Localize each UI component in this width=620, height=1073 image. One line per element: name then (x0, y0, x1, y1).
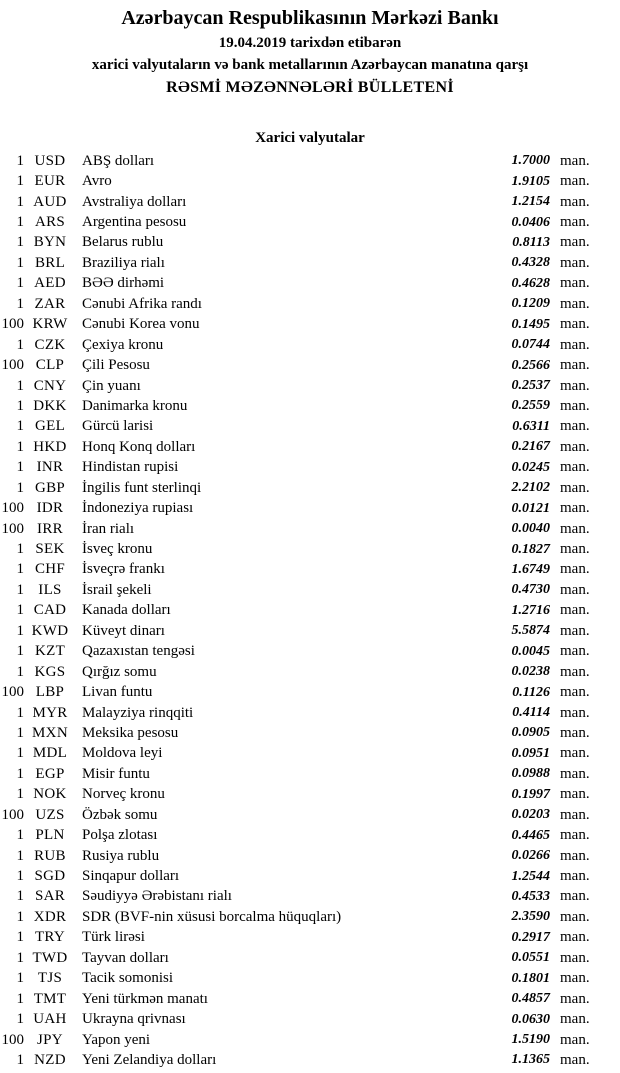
table-row (0, 192, 620, 212)
currency-code: ZAR (34, 295, 66, 312)
rate-value: 1.2544 (511, 868, 550, 884)
currency-name: Avstraliya dolları (82, 193, 187, 210)
table-row (0, 274, 620, 294)
currency-code: KRW (32, 316, 68, 333)
currency-code: RUB (34, 847, 66, 864)
quantity: 100 (1, 316, 24, 333)
quantity: 1 (16, 275, 24, 292)
currency-code: IDR (36, 500, 64, 517)
currency-code: BRL (34, 254, 66, 271)
currency-code: AUD (33, 193, 67, 210)
unit-label: man. (560, 643, 590, 660)
unit-label: man. (560, 316, 590, 333)
table-row (0, 621, 620, 641)
currency-code: HKD (33, 438, 67, 455)
table-row (0, 355, 620, 375)
table-row (0, 519, 620, 539)
rate-value: 0.2566 (511, 357, 550, 373)
unit-label: man. (560, 152, 590, 169)
currency-code: ARS (34, 214, 66, 231)
currency-code: LBP (35, 684, 65, 701)
table-row (0, 376, 620, 396)
rate-value: 0.2559 (511, 398, 550, 414)
table-row (0, 335, 620, 355)
rate-value: 0.4628 (511, 275, 550, 291)
currency-name: Çili Pesosu (82, 357, 150, 374)
rate-value: 1.7000 (511, 153, 550, 169)
unit-label: man. (560, 602, 590, 619)
currency-name: İsveç kronu (82, 541, 153, 558)
currency-code: MDL (32, 745, 68, 762)
rate-value: 0.0630 (511, 1011, 550, 1027)
table-row (0, 744, 620, 764)
unit-label: man. (560, 459, 590, 476)
currency-name: Səudiyyə Ərəbistanı rialı (82, 888, 232, 905)
table-row (0, 989, 620, 1009)
unit-label: man. (560, 357, 590, 374)
currency-code: SAR (34, 888, 66, 905)
currency-name: Qırğız somu (82, 663, 157, 680)
rate-value: 0.4533 (511, 888, 550, 904)
unit-label: man. (560, 377, 590, 394)
currency-code: NOK (33, 786, 67, 803)
quantity: 1 (16, 827, 24, 844)
table-row (0, 294, 620, 314)
rate-value: 1.2716 (511, 602, 550, 618)
quantity: 100 (1, 684, 24, 701)
unit-label: man. (560, 868, 590, 885)
unit-label: man. (560, 275, 590, 292)
rate-value: 0.6311 (512, 418, 550, 434)
currency-code: CAD (33, 602, 67, 619)
currency-code: SEK (35, 541, 65, 558)
rate-value: 0.2917 (511, 929, 550, 945)
quantity: 1 (16, 847, 24, 864)
rate-value: 0.1126 (512, 684, 550, 700)
table-row (0, 601, 620, 621)
quantity: 1 (16, 152, 24, 169)
quantity: 1 (16, 622, 24, 639)
quantity: 1 (16, 765, 24, 782)
currency-name: Danimarka kronu (82, 397, 188, 414)
unit-label: man. (560, 622, 590, 639)
table-row (0, 580, 620, 600)
quantity: 1 (16, 561, 24, 578)
currency-code: CHF (34, 561, 66, 578)
table-row (0, 417, 620, 437)
currency-name: İndoneziya rupiası (82, 500, 194, 517)
unit-label: man. (560, 949, 590, 966)
unit-label: man. (560, 438, 590, 455)
quantity: 1 (16, 377, 24, 394)
quantity: 1 (16, 581, 24, 598)
table-row (0, 682, 620, 702)
currency-code: USD (34, 152, 66, 169)
rate-value: 0.0951 (511, 745, 550, 761)
quantity: 1 (16, 990, 24, 1007)
rate-value: 0.1997 (511, 786, 550, 802)
currency-code: ILS (38, 581, 62, 598)
currency-code: EGP (35, 765, 65, 782)
table-row (0, 539, 620, 559)
currency-name: Özbək somu (82, 806, 158, 823)
quantity: 1 (16, 643, 24, 660)
currency-code: XDR (33, 908, 67, 925)
table-row (0, 315, 620, 335)
quantity: 100 (1, 500, 24, 517)
currency-name: Cənubi Korea vonu (82, 316, 200, 333)
currency-name: Kanada dolları (82, 602, 171, 619)
unit-label: man. (560, 336, 590, 353)
currency-code: UAH (33, 1011, 67, 1028)
quantity: 1 (16, 888, 24, 905)
currency-name: Qazaxıstan tengəsi (82, 643, 195, 660)
rate-value: 0.4857 (511, 991, 550, 1007)
quantity: 1 (16, 295, 24, 312)
rate-value: 0.0040 (511, 521, 550, 537)
rate-value: 2.2102 (511, 480, 550, 496)
currency-name: Cənubi Afrika randı (82, 295, 202, 312)
table-row (0, 703, 620, 723)
currency-name: Braziliya rialı (82, 254, 165, 271)
currency-code: TRY (34, 929, 66, 946)
currency-code: INR (36, 459, 64, 476)
table-row (0, 642, 620, 662)
bulletin-title: RƏSMİ MƏZƏNNƏLƏRİ BÜLLETENİ (166, 79, 454, 96)
currency-name: Yeni türkmən manatı (82, 990, 208, 1007)
rate-value: 0.0045 (511, 643, 550, 659)
currency-name: Norveç kronu (82, 786, 165, 803)
table-row (0, 560, 620, 580)
quantity: 1 (16, 418, 24, 435)
currency-code: EUR (34, 173, 66, 190)
unit-label: man. (560, 745, 590, 762)
currency-code: TMT (33, 990, 67, 1007)
table-row (0, 723, 620, 743)
quantity: 1 (16, 786, 24, 803)
currency-code: JPY (37, 1031, 63, 1048)
quantity: 1 (16, 438, 24, 455)
table-row (0, 1009, 620, 1029)
table-row (0, 151, 620, 171)
unit-label: man. (560, 520, 590, 537)
quantity: 1 (16, 459, 24, 476)
currency-code: CNY (33, 377, 67, 394)
currency-name: Çexiya kronu (82, 336, 164, 353)
table-row (0, 887, 620, 907)
currency-code: KZT (34, 643, 66, 660)
currency-name: İran rialı (82, 520, 135, 537)
unit-label: man. (560, 561, 590, 578)
currency-code: TWD (32, 949, 68, 966)
currency-name: Polşa zlotası (82, 827, 158, 844)
rate-value: 0.1801 (511, 970, 550, 986)
currency-code: MXN (32, 724, 68, 741)
quantity: 100 (1, 806, 24, 823)
currency-name: Tacik somonisi (82, 970, 174, 987)
rate-value: 0.4465 (511, 827, 550, 843)
unit-label: man. (560, 295, 590, 312)
rate-value: 1.5190 (511, 1032, 550, 1048)
quantity: 1 (16, 336, 24, 353)
quantity: 1 (16, 724, 24, 741)
table-row (0, 907, 620, 927)
quantity: 100 (1, 1031, 24, 1048)
quantity: 1 (16, 663, 24, 680)
unit-label: man. (560, 1031, 590, 1048)
unit-label: man. (560, 888, 590, 905)
unit-label: man. (560, 827, 590, 844)
currency-code: TJS (37, 970, 63, 987)
rate-value: 0.8113 (512, 234, 550, 250)
currency-name: Sinqapur dolları (82, 868, 180, 885)
quantity: 1 (16, 479, 24, 496)
currency-code: DKK (33, 397, 67, 414)
quantity: 100 (1, 357, 24, 374)
effective-date-line: 19.04.2019 tarixdən etibarən (218, 35, 402, 51)
table-row (0, 805, 620, 825)
table-row (0, 928, 620, 948)
rates-table (0, 151, 620, 1071)
rate-value: 0.0121 (511, 500, 550, 516)
quantity: 1 (16, 929, 24, 946)
quantity: 1 (16, 908, 24, 925)
unit-label: man. (560, 765, 590, 782)
unit-label: man. (560, 479, 590, 496)
unit-label: man. (560, 193, 590, 210)
unit-label: man. (560, 254, 590, 271)
currency-name: Meksika pesosu (82, 724, 179, 741)
quantity: 1 (16, 193, 24, 210)
rate-value: 0.4328 (511, 255, 550, 271)
currency-name: Belarus rublu (82, 234, 164, 251)
rate-value: 1.1365 (511, 1052, 550, 1068)
table-row (0, 846, 620, 866)
section-title-foreign-currencies: Xarici valyutalar (255, 130, 365, 146)
table-row (0, 253, 620, 273)
unit-label: man. (560, 929, 590, 946)
currency-name: Yapon yeni (82, 1031, 151, 1048)
currency-code: CLP (35, 357, 65, 374)
rate-value: 1.6749 (511, 561, 550, 577)
unit-label: man. (560, 847, 590, 864)
unit-label: man. (560, 1051, 590, 1068)
quantity: 1 (16, 234, 24, 251)
currency-name: Malayziya rinqqiti (82, 704, 194, 721)
table-row (0, 437, 620, 457)
unit-label: man. (560, 663, 590, 680)
rate-value: 0.0744 (511, 337, 550, 353)
currency-name: İsrail şekeli (82, 581, 152, 598)
document-header (0, 0, 620, 98)
unit-label: man. (560, 908, 590, 925)
unit-label: man. (560, 541, 590, 558)
unit-label: man. (560, 418, 590, 435)
unit-label: man. (560, 500, 590, 517)
currency-name: BƏƏ dirhəmi (82, 275, 165, 292)
unit-label: man. (560, 397, 590, 414)
rate-value: 0.0203 (511, 807, 550, 823)
currency-name: Gürcü larisi (82, 418, 154, 435)
table-row (0, 212, 620, 232)
currency-name: Argentina pesosu (82, 214, 187, 231)
unit-label: man. (560, 990, 590, 1007)
rate-value: 1.2154 (511, 194, 550, 210)
rate-value: 0.0238 (511, 664, 550, 680)
rate-value: 0.0905 (511, 725, 550, 741)
rate-value: 0.1827 (511, 541, 550, 557)
currency-code: AED (34, 275, 66, 292)
quantity: 1 (16, 949, 24, 966)
rate-value: 0.2167 (511, 439, 550, 455)
table-row (0, 233, 620, 253)
currency-code: BYN (33, 234, 67, 251)
currency-name: Moldova leyi (82, 745, 163, 762)
rate-value: 1.9105 (511, 173, 550, 189)
currency-code: GBP (34, 479, 66, 496)
currency-name: Misir funtu (82, 765, 150, 782)
currency-name: Tayvan dolları (82, 949, 169, 966)
table-row (0, 825, 620, 845)
currency-name: Hindistan rupisi (82, 459, 179, 476)
currency-name: Çin yuanı (82, 377, 141, 394)
currency-name: Yeni Zelandiya dolları (82, 1051, 217, 1068)
unit-label: man. (560, 581, 590, 598)
rate-value: 0.2537 (511, 378, 550, 394)
currency-code: SGD (34, 868, 66, 885)
quantity: 1 (16, 745, 24, 762)
unit-label: man. (560, 684, 590, 701)
currency-name: Rusiya rublu (82, 847, 160, 864)
currency-code: NZD (34, 1051, 66, 1068)
unit-label: man. (560, 704, 590, 721)
table-row (0, 1050, 620, 1070)
rate-value: 0.0406 (511, 214, 550, 230)
table-row (0, 969, 620, 989)
unit-label: man. (560, 234, 590, 251)
table-row (0, 948, 620, 968)
rate-value: 0.1495 (511, 316, 550, 332)
table-row (0, 478, 620, 498)
bank-title: Azərbaycan Respublikasının Mərkəzi Bankı (121, 7, 499, 29)
currency-code: IRR (37, 520, 63, 537)
quantity: 1 (16, 1051, 24, 1068)
quantity: 1 (16, 397, 24, 414)
rate-value: 0.4730 (511, 582, 550, 598)
currency-name: İsveçrə frankı (82, 561, 165, 578)
rate-value: 0.0245 (511, 459, 550, 475)
currency-name: İngilis funt sterlinqi (82, 479, 202, 496)
quantity: 1 (16, 1011, 24, 1028)
quantity: 1 (16, 970, 24, 987)
unit-label: man. (560, 786, 590, 803)
currency-name: SDR (BVF-nin xüsusi borcalma hüquqları) (82, 908, 342, 925)
rate-value: 0.4114 (512, 705, 550, 721)
table-row (0, 1030, 620, 1050)
currency-name: Avro (82, 173, 112, 190)
table-row (0, 866, 620, 886)
table-row (0, 498, 620, 518)
currency-name: ABŞ dolları (82, 152, 155, 169)
rate-value: 2.3590 (511, 909, 550, 925)
currency-code: KGS (34, 663, 66, 680)
currency-name: Ukrayna qrivnası (82, 1011, 186, 1028)
quantity: 1 (16, 704, 24, 721)
quantity: 1 (16, 868, 24, 885)
table-row (0, 396, 620, 416)
quantity: 1 (16, 541, 24, 558)
rate-value: 0.1209 (511, 296, 550, 312)
currency-code: KWD (31, 622, 69, 639)
table-row (0, 171, 620, 191)
unit-label: man. (560, 970, 590, 987)
currency-code: PLN (35, 827, 65, 844)
document-subtitle: xarici valyutaların və bank metallarının Azərbaycan manatına qarşı (91, 57, 529, 73)
rate-value: 0.0551 (511, 950, 550, 966)
table-row (0, 458, 620, 478)
table-row (0, 662, 620, 682)
unit-label: man. (560, 1011, 590, 1028)
unit-label: man. (560, 806, 590, 823)
quantity: 1 (16, 214, 24, 231)
unit-label: man. (560, 724, 590, 741)
currency-name: Honq Konq dolları (82, 438, 196, 455)
quantity: 1 (16, 254, 24, 271)
currency-code: GEL (34, 418, 66, 435)
quantity: 1 (16, 173, 24, 190)
rate-value: 0.0988 (511, 766, 550, 782)
currency-code: MYR (32, 704, 68, 721)
unit-label: man. (560, 173, 590, 190)
currency-name: Livan funtu (82, 684, 153, 701)
currency-name: Türk lirəsi (82, 929, 145, 946)
table-row (0, 764, 620, 784)
rate-value: 0.0266 (511, 848, 550, 864)
quantity: 100 (1, 520, 24, 537)
currency-code: UZS (35, 806, 65, 823)
rate-value: 5.5874 (511, 623, 550, 639)
table-row (0, 785, 620, 805)
unit-label: man. (560, 214, 590, 231)
currency-name: Küveyt dinarı (82, 622, 165, 639)
quantity: 1 (16, 602, 24, 619)
currency-code: CZK (34, 336, 66, 353)
